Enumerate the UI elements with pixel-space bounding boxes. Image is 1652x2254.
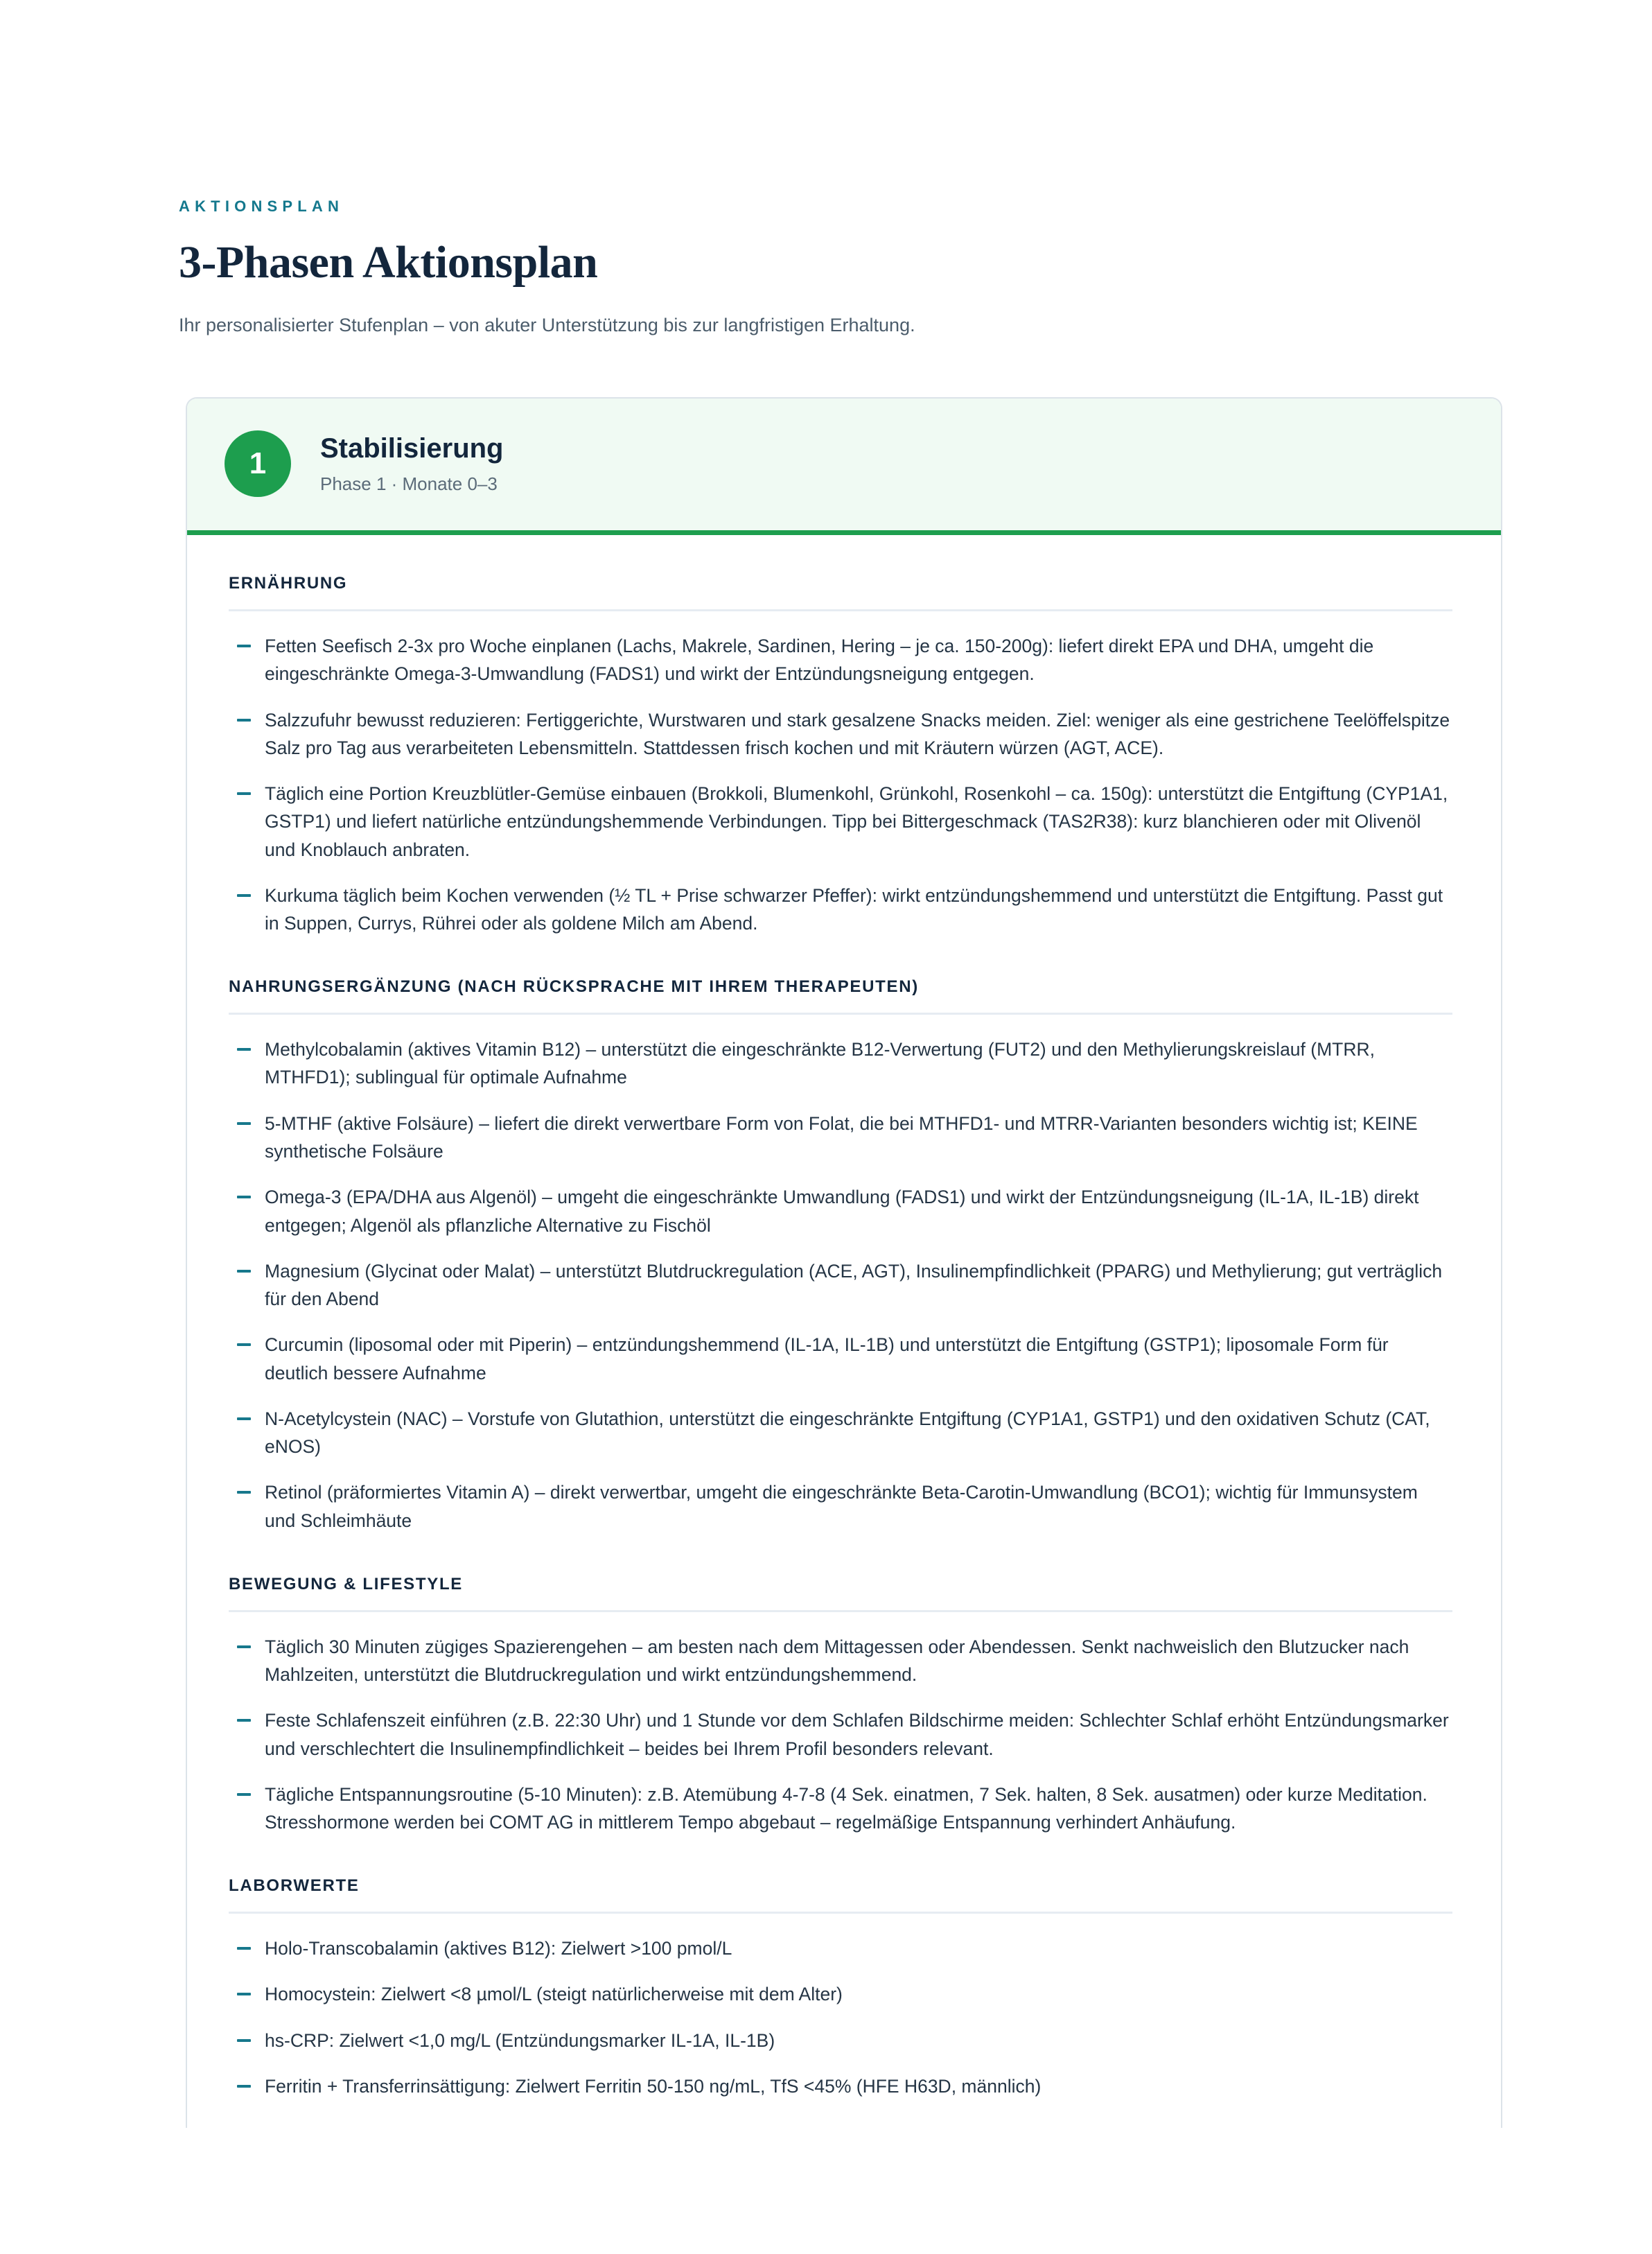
recommendation-list [229, 1633, 1452, 1837]
list-item-text: Täglich 30 Minuten zügiges Spazierengehen – am besten nach dem Mittagessen oder Abendessen. Senkt nachweislich den Blutzucker nach Mahlzeiten, unterstützt die Blutdruckregulation und wirkt entzündungshemmend. [265, 1636, 1409, 1685]
dash-bullet-icon [237, 1491, 251, 1494]
page-title: 3-Phasen Aktionsplan [179, 237, 598, 288]
list-item-text: Omega-3 (EPA/DHA aus Algenöl) – umgeht die eingeschränkte Umwandlung (FADS1) und wirkt der Entzündungsneigung (IL-1A, IL-1B) direkt entgegen; Algenöl als pflanzliche Alternative zu Fischöl [265, 1187, 1419, 1236]
list-item [229, 1036, 1452, 1092]
dash-bullet-icon [237, 1122, 251, 1125]
list-item-text: hs-CRP: Zielwert <1,0 mg/L (Entzündungsmarker IL-1A, IL-1B) [265, 2029, 775, 2051]
list-item [229, 1934, 1452, 1962]
dash-bullet-icon [237, 792, 251, 795]
section-title: LABORWERTE [229, 1876, 360, 1896]
phase-meta: Phase 1 · Monate 0–3 [320, 473, 498, 494]
dash-bullet-icon [237, 894, 251, 897]
recommendation-list [229, 1036, 1452, 1535]
list-item-text: Tägliche Entspannungsroutine (5-10 Minuten): z.B. Atemübung 4-7-8 (4 Sek. einatmen, 7 Sek. halten, 8 Sek. ausatmen) oder kurze Meditation. Stresshormone werden bei COMT AG in mittlerem Tempo abgebaut – regelmäßige Entspannung verhindert Anhäufung. [265, 1783, 1427, 1833]
list-item-text: Salzzufuhr bewusst reduzieren: Fertiggerichte, Wurstwaren und stark gesalzene Snacks meiden. Ziel: weniger als eine gestrichene Teelöffelspitze Salz pro Tag aus verarbeiteten Lebensmitteln. Stattdessen frisch kochen und mit Kräutern würzen (AGT, ACE). [265, 709, 1450, 758]
list-item-text: Feste Schlafenszeit einführen (z.B. 22:30 Uhr) und 1 Stunde vor dem Schlafen Bildschirme meiden: Schlechter Schlaf erhöht Entzündungsmarker und verschlechtert die Insulinempfindlichkeit – beides bei Ihrem Profil besonders relevant. [265, 1710, 1449, 1759]
content-section [229, 977, 1452, 1535]
section-divider [229, 1013, 1452, 1015]
page-subtitle: Ihr personalisierter Stufenplan – von akuter Unterstützung bis zur langfristigen Erhaltung. [179, 315, 915, 336]
list-item [229, 1183, 1452, 1239]
list-item-text: N-Acetylcystein (NAC) – Vorstufe von Glutathion, unterstützt die eingeschränkte Entgiftung (CYP1A1, GSTP1) und den oxidativen Schutz (CAT, eNOS) [265, 1408, 1430, 1458]
dash-bullet-icon [237, 1947, 251, 1950]
list-item [229, 1980, 1452, 2008]
dash-bullet-icon [237, 1719, 251, 1722]
list-item [229, 1633, 1452, 1689]
list-item-text: Methylcobalamin (aktives Vitamin B12) – unterstützt die eingeschränkte B12-Verwertung (FUT2) und den Methylierungskreislauf (MTRR, MTHFD1); sublingual für optimale Aufnahme [265, 1039, 1375, 1088]
section-title: ERNÄHRUNG [229, 574, 348, 593]
list-item [229, 780, 1452, 864]
list-item [229, 1110, 1452, 1166]
list-item-text: Homocystein: Zielwert <8 µmol/L (steigt natürlicherweise mit dem Alter) [265, 1984, 843, 2005]
content-section [229, 1876, 1452, 2100]
list-item-text: Curcumin (liposomal oder mit Piperin) – entzündungshemmend (IL-1A, IL-1B) und unterstützt die Entgiftung (GSTP1); liposomale Form für deutlich bessere Aufnahme [265, 1334, 1389, 1383]
dash-bullet-icon [237, 1993, 251, 1995]
list-item [229, 882, 1452, 938]
list-item-text: Fetten Seefisch 2-3x pro Woche einplanen (Lachs, Makrele, Sardinen, Hering – je ca. 150-200g): liefert direkt EPA und DHA, umgeht die eingeschränkte Omega-3-Umwandlung (FADS1) und wirkt der Entzündungsneigung entgegen. [265, 636, 1374, 685]
list-item-text: Ferritin + Transferrinsättigung: Zielwert Ferritin 50-150 ng/mL, TfS <45% (HFE H63D, männlich) [265, 2075, 1042, 2097]
list-item-text: Kurkuma täglich beim Kochen verwenden (½ TL + Prise schwarzer Pfeffer): wirkt entzündungshemmend und unterstützt die Entgiftung. Passt gut in Suppen, Currys, Rührei oder als goldene Milch am Abend. [265, 884, 1443, 934]
list-item-text: Holo-Transcobalamin (aktives B12): Zielwert >100 pmol/L [265, 1938, 732, 1959]
content-section [229, 1575, 1452, 1836]
phase-name: Stabilisierung [320, 433, 504, 464]
dash-bullet-icon [237, 2039, 251, 2042]
eyebrow-label: AKTIONSPLAN [179, 198, 344, 215]
document-header [0, 0, 1652, 339]
phase-body [187, 535, 1501, 2128]
section-divider [229, 1912, 1452, 1914]
list-item [229, 706, 1452, 762]
content-section [229, 574, 1452, 937]
section-divider [229, 609, 1452, 611]
phase-card [186, 397, 1502, 2128]
phase-title-group [320, 433, 504, 495]
list-item [229, 1478, 1452, 1535]
list-item [229, 2072, 1452, 2100]
dash-bullet-icon [237, 1417, 251, 1420]
list-item [229, 1331, 1452, 1387]
dash-bullet-icon [237, 719, 251, 722]
dash-bullet-icon [237, 2085, 251, 2088]
list-item-text: Retinol (präformiertes Vitamin A) – direkt verwertbar, umgeht die eingeschränkte Beta-Carotin-Umwandlung (BCO1); wichtig für Immunsystem und Schleimhäute [265, 1482, 1418, 1531]
dash-bullet-icon [237, 1343, 251, 1346]
dash-bullet-icon [237, 1196, 251, 1198]
list-item [229, 1405, 1452, 1461]
dash-bullet-icon [237, 1793, 251, 1796]
list-item-text: Täglich eine Portion Kreuzblütler-Gemüse einbauen (Brokkoli, Blumenkohl, Grünkohl, Rosenkohl – ca. 150g): unterstützt die Entgiftung (CYP1A1, GSTP1) und liefert natürliche entzündungshemmende Verbindungen. Tipp bei Bittergeschmack (TAS2R38): kurz blanchieren oder mit Olivenöl und Knoblauch anbraten. [265, 783, 1448, 860]
list-item [229, 1257, 1452, 1313]
list-item-text: 5-MTHF (aktive Folsäure) – liefert die direkt verwertbare Form von Folat, die bei MTHFD1- und MTRR-Varianten besonders wichtig ist; KEINE synthetische Folsäure [265, 1112, 1418, 1162]
dash-bullet-icon [237, 1048, 251, 1051]
section-title: BEWEGUNG & LIFESTYLE [229, 1574, 464, 1593]
section-divider [229, 1610, 1452, 1612]
section-title: NAHRUNGSERGÄNZUNG (NACH RÜCKSPRACHE MIT IHREM THERAPEUTEN) [229, 977, 919, 997]
dash-bullet-icon [237, 645, 251, 647]
list-item [229, 2027, 1452, 2054]
list-item [229, 632, 1452, 688]
list-item [229, 1781, 1452, 1837]
dash-bullet-icon [237, 1270, 251, 1273]
recommendation-list [229, 1934, 1452, 2100]
phase-header [187, 399, 1501, 535]
phase-number-badge: 1 [225, 430, 291, 497]
list-item-text: Magnesium (Glycinat oder Malat) – unterstützt Blutdruckregulation (ACE, AGT), Insulinempfindlichkeit (PPARG) und Methylierung; gut verträglich für den Abend [265, 1260, 1443, 1310]
recommendation-list [229, 632, 1452, 937]
list-item [229, 1706, 1452, 1763]
dash-bullet-icon [237, 1645, 251, 1648]
